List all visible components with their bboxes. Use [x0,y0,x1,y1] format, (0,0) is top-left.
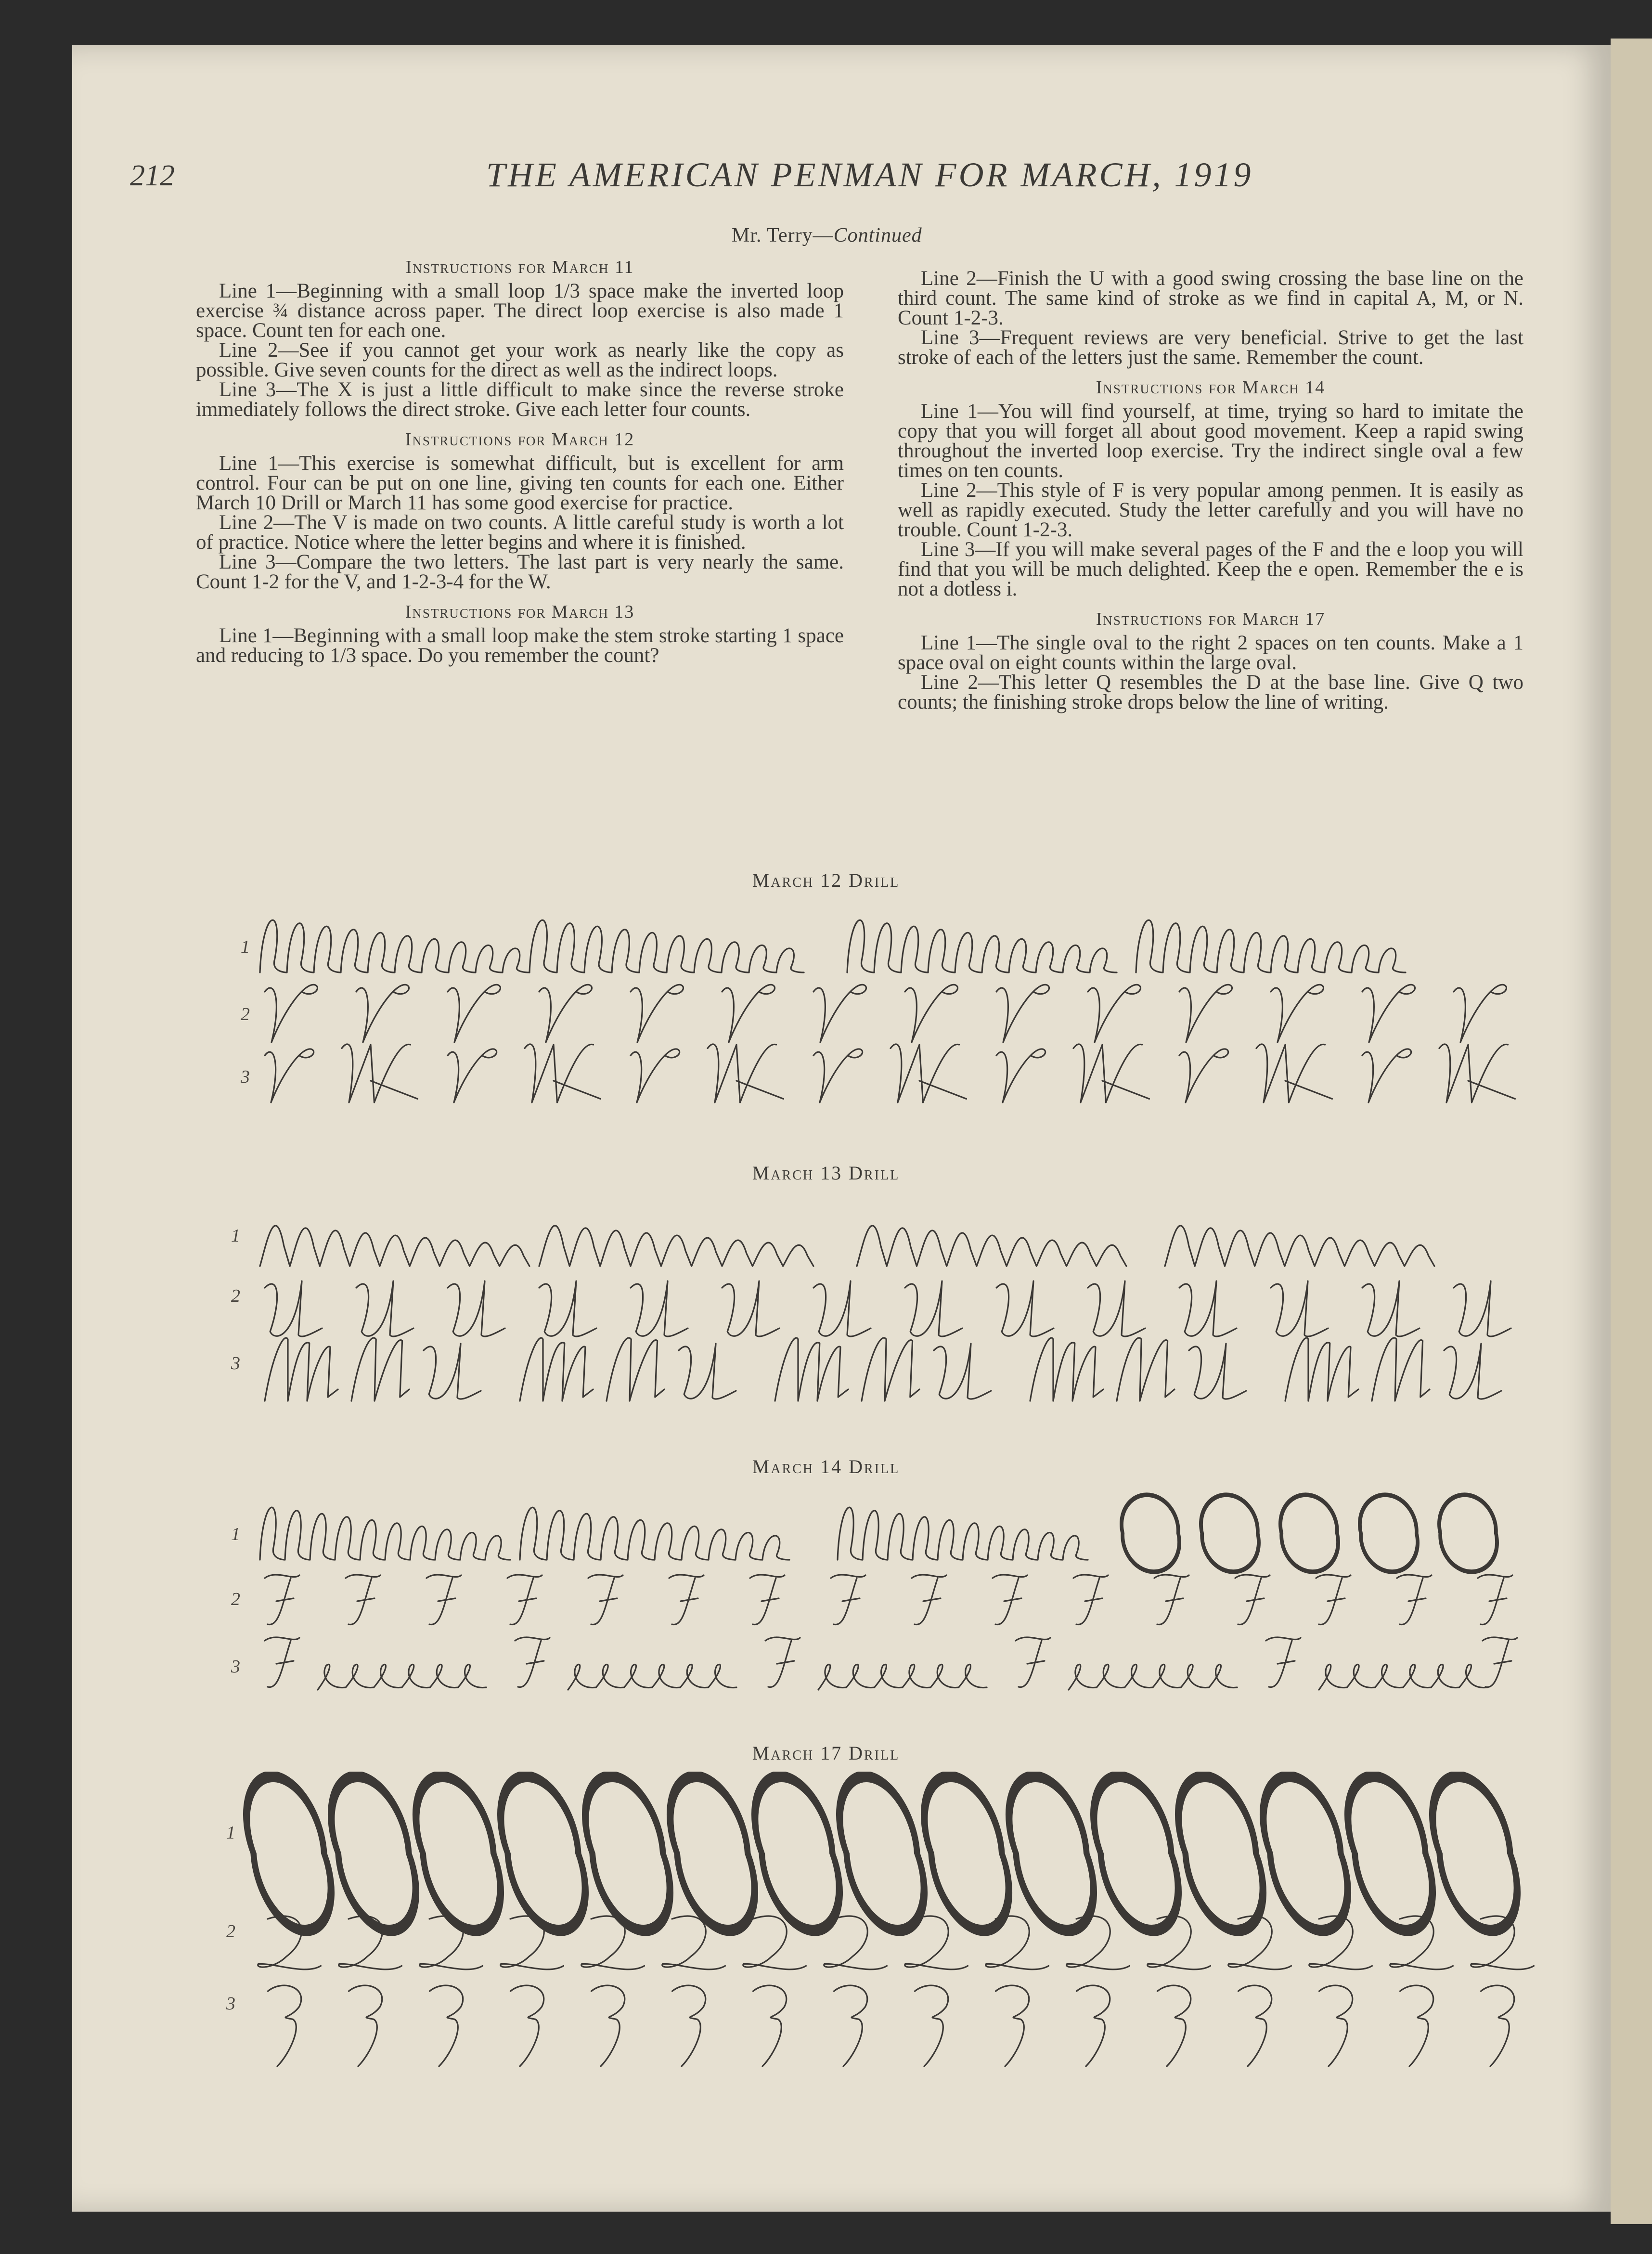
letter-v [448,1049,497,1102]
section-heading: Instructions for March 11 [405,257,634,277]
letter-w [891,1044,967,1102]
letter-v [905,985,958,1042]
drill-line-number: 2 [241,1004,250,1024]
drill-line-number: 1 [231,1524,240,1544]
author-continued: Continued [833,224,922,246]
letter-n [862,1338,919,1401]
author-name: Mr. Terry [732,224,813,246]
letter-v [265,1049,314,1102]
letter-v [996,985,1049,1042]
letter-w [708,1044,784,1102]
large-oval [922,1772,1012,1935]
letter-f [507,1575,542,1624]
letter-v [448,985,501,1042]
letter-z [430,1985,463,2066]
letter-z [753,1985,787,2066]
inverted-loop-exercise [838,1507,1088,1560]
loop-exercise [529,920,804,972]
drill-title: March 14 Drill [752,1456,900,1477]
letter-u [905,1281,962,1336]
f-and-e-loops [765,1637,987,1690]
loop-exercise [847,920,1117,972]
letter-u [722,1281,779,1336]
large-oval [498,1772,588,1935]
letter-f [1397,1575,1432,1624]
letter-v [1179,1049,1228,1102]
letter-z [915,1985,948,2066]
paragraph: Line 2—This style of F is very popular among penmen. It is easily as well as rapidly executed. Study the letter carefully and you will have no trouble. Count 1-2-3. [898,479,1523,541]
running-title: THE AMERICAN PENMAN FOR MARCH, 1919 [486,155,1253,194]
letter-z [349,1985,382,2066]
letter-u [631,1281,688,1336]
letter-u [679,1344,736,1399]
f-and-e-loops [515,1637,736,1690]
letter-q [501,1916,564,1969]
paragraph: Line 3—Compare the two letters. The last part is very nearly the same. Count 1-2 for the V, and 1-2-3-4 for the W. [196,551,844,593]
single-oval [1121,1493,1181,1573]
letter-n [1117,1338,1174,1401]
large-oval [1091,1772,1181,1935]
large-oval [583,1772,673,1935]
paragraph: Line 1—You will find yourself, at time, trying so hard to imitate the copy that you will forget all about good movement. Keep a rapid swing throughout the inverted loop exercise. Try the indirect single oval a few times on ten counts. [898,400,1523,482]
drill-line-number: 3 [226,1994,235,2014]
large-oval [244,1772,334,1935]
stem-exercise [260,1226,529,1266]
drill-line-number: 3 [231,1657,240,1677]
left-column [196,258,844,665]
march-12-handwriting-drill [221,900,1550,1112]
large-oval [1430,1772,1520,1935]
letter-f [912,1575,946,1624]
drill-line-number: 3 [231,1353,240,1373]
letter-w [342,1044,418,1102]
letter-u [1189,1344,1246,1399]
large-oval [1176,1772,1266,1935]
letter-z [1077,1985,1110,2066]
large-oval [1007,1772,1097,1935]
letter-v [1179,985,1232,1042]
paragraph: Line 2—See if you cannot get your work as nearly like the copy as possible. Give seven counts for the direct as well as the indirect loops. [196,339,844,381]
letter-z [834,1985,867,2066]
letter-z [1481,1985,1514,2066]
drill-line-number: 1 [231,1226,240,1246]
right-column [898,269,1523,712]
letter-f [1478,1575,1512,1624]
paragraph: Line 1—Beginning with a small loop 1/3 space make the inverted loop exercise ¾ distance across paper. The direct loop exercise is also made 1 space. Count ten for each one. [196,280,844,342]
paragraph: Line 3—If you will make several pages of the F and the e loop you will find that you will be much delighted. Keep the e open. Remember the e is not a dotless i. [898,538,1523,600]
drill-line-number: 3 [241,1067,250,1087]
drill-line-number: 2 [226,1921,235,1942]
drill-title: March 12 Drill [752,869,900,891]
paragraph: Line 2—This letter Q resembles the D at the base line. Give Q two counts; the finishing stroke drops below the line of writing. [898,671,1523,713]
letter-u [539,1281,596,1336]
letter-w [1439,1044,1515,1102]
single-oval [1359,1493,1419,1573]
march-14-handwriting-drill [221,1488,1550,1704]
section-heading: Instructions for March 17 [1096,609,1326,629]
letter-v [265,985,318,1042]
loop-exercise [1136,920,1406,972]
letter-u [934,1344,991,1399]
paragraph: Line 3—Frequent reviews are very beneficial. Strive to get the last stroke of each of the letters just the same. Remember the count. [898,326,1523,369]
large-oval [1261,1772,1351,1935]
letter-u [813,1281,871,1336]
large-oval [837,1772,927,1935]
large-oval [752,1772,842,1935]
letter-f [993,1575,1027,1624]
letter-v [1454,985,1507,1042]
letter-w [1073,1044,1149,1102]
letter-u [1271,1281,1328,1336]
section-heading: Instructions for March 14 [1096,377,1326,398]
letter-n [351,1338,409,1401]
drill-line-number: 1 [241,937,250,957]
letter-v [996,1049,1045,1102]
letter-v [1362,1049,1411,1102]
letter-z [672,1985,706,2066]
stem-exercise [539,1226,813,1266]
letter-f [588,1575,623,1624]
letter-u [1444,1344,1501,1399]
letter-z [996,1985,1029,2066]
letter-v [539,985,592,1042]
section-heading: Instructions for March 12 [405,429,635,450]
large-oval [329,1772,419,1935]
letter-z [592,1985,625,2066]
letter-n [1372,1338,1430,1401]
letter-m [265,1338,338,1401]
loop-exercise [260,920,529,972]
f-and-e-loops [1266,1637,1487,1690]
single-oval [1438,1493,1498,1573]
author-line: Mr. Terry—Continued [732,224,922,246]
letter-f [1073,1575,1108,1624]
stem-exercise [857,1226,1126,1266]
letter-u [1088,1281,1145,1336]
letter-z [1400,1985,1433,2066]
letter-m [520,1338,593,1401]
letter-v [1362,985,1415,1042]
large-oval [413,1772,503,1935]
inverted-loop-exercise [260,1507,510,1560]
section-heading: Instructions for March 13 [405,602,635,622]
drill-title: March 17 Drill [752,1742,900,1764]
letter-v [722,985,775,1042]
letter-u [996,1281,1054,1336]
letter-m [1030,1338,1103,1401]
stem-exercise [1165,1226,1434,1266]
letter-w [525,1044,601,1102]
drill-title: March 13 Drill [752,1162,900,1184]
letter-z [1158,1985,1191,2066]
page-number: 212 [130,159,175,192]
letter-u [1179,1281,1237,1336]
single-oval [1200,1493,1260,1573]
letter-f [426,1575,461,1624]
letter-v [1088,985,1141,1042]
f-and-e-loops [1016,1637,1237,1690]
letter-v [631,1049,680,1102]
letter-m [775,1338,848,1401]
letter-f [1235,1575,1270,1624]
letter-w [1256,1044,1332,1102]
letter-f [831,1575,865,1624]
letter-u [1454,1281,1511,1336]
book-spine [1611,39,1652,2224]
letter-u [265,1281,322,1336]
paragraph: Line 1—This exercise is somewhat difficult, but is excellent for arm control. Four can be put on one line, giving ten counts for each one. Either March 10 Drill or March 11 has some good exercise for practice. [196,452,844,514]
letter-f [750,1575,785,1624]
letter-v [813,1049,863,1102]
letter-v [813,985,866,1042]
letter-f [346,1575,380,1624]
paragraph: Line 3—The X is just a little difficult to make since the reverse stroke immediately follows the direct stroke. Give each letter four counts. [196,378,844,421]
paragraph: Line 2—Finish the U with a good swing crossing the base line on the third count. The same kind of stroke as we find in capital A, M, or N. Count 1-2-3. [898,267,1523,329]
letter-m [1285,1338,1358,1401]
letter-u [1362,1281,1420,1336]
letter-u [448,1281,505,1336]
inverted-loop-exercise [520,1507,789,1560]
letter-f [265,1575,299,1624]
letter-q [1228,1916,1291,1969]
letter-n [607,1338,664,1401]
letter-v [1271,985,1324,1042]
large-oval [668,1772,758,1935]
drill-line-number: 1 [226,1823,235,1843]
letter-f [1316,1575,1351,1624]
letter-v [631,985,684,1042]
paragraph: Line 1—The single oval to the right 2 spaces on ten counts. Make a 1 space oval on eight counts within the large oval. [898,632,1523,674]
drill-line-number: 2 [231,1589,240,1609]
drill-line-number: 2 [231,1286,240,1306]
march-13-handwriting-drill [221,1194,1550,1406]
letter-u [424,1344,481,1399]
letter-f [1154,1575,1189,1624]
large-oval [1345,1772,1435,1935]
march-17-handwriting-drill [221,1772,1550,2080]
letter-f [669,1575,704,1624]
f-and-e-loops [265,1637,486,1690]
single-oval [1279,1493,1340,1573]
paragraph: Line 2—The V is made on two counts. A little careful study is worth a lot of practice. Notice where the letter begins and where it is finished. [196,511,844,554]
paragraph: Line 1—Beginning with a small loop make the stem stroke starting 1 space and reducing to 1/3 space. Do you remember the count? [196,624,844,667]
letter-z [1239,1985,1272,2066]
letter-u [356,1281,413,1336]
letter-z [1319,1985,1353,2066]
letter-z [268,1985,301,2066]
letter-v [356,985,409,1042]
letter-f [1483,1637,1517,1687]
letter-z [511,1985,544,2066]
